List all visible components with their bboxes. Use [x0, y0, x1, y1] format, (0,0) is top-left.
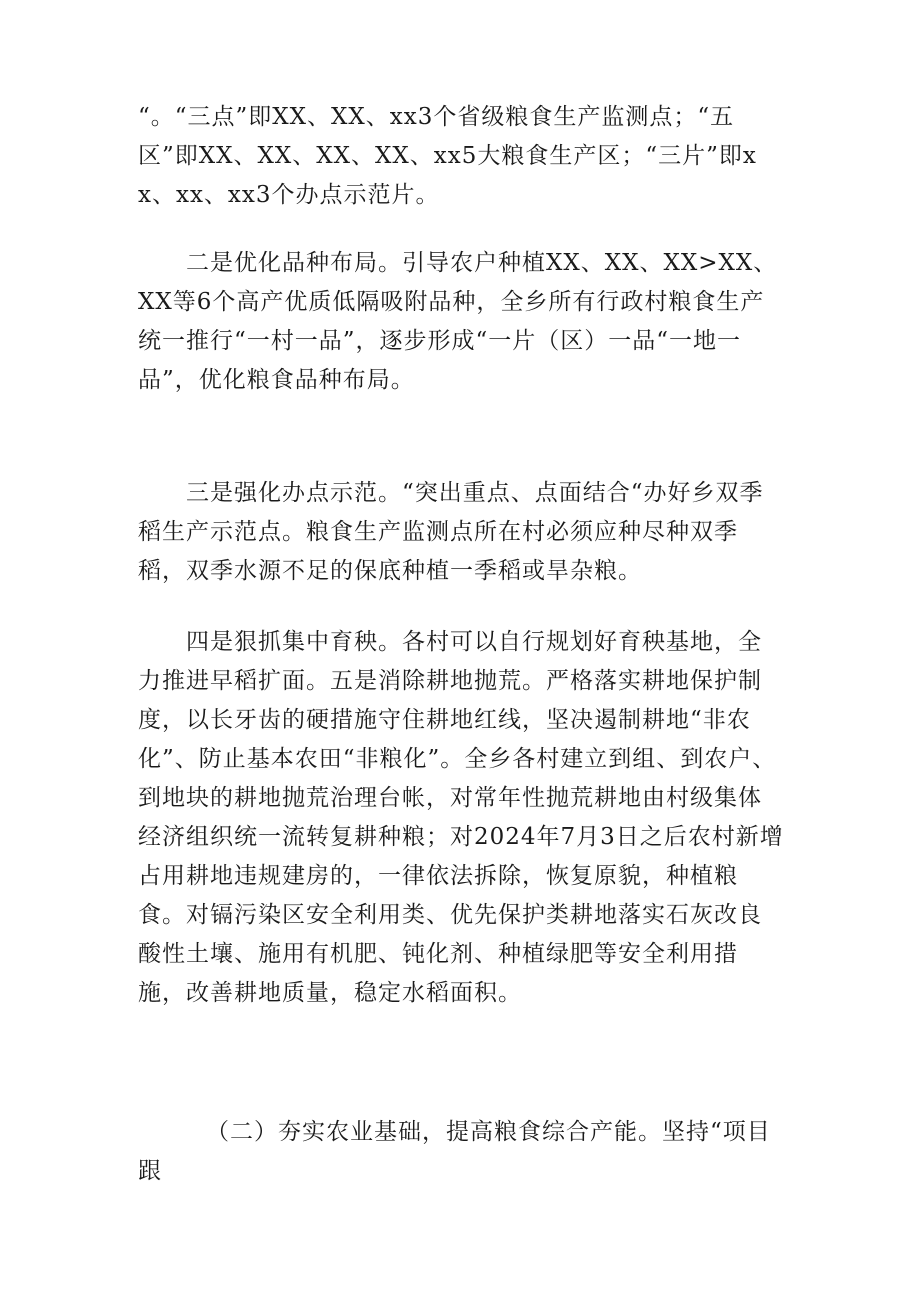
paragraph-section-heading: （二）夯实农业基础，提高粮食综合产能。坚持“项目跟	[138, 1119, 771, 1184]
paragraph-continuation: “。“三点”即XX、XX、xx3个省级粮食生产监测点；“五区”即XX、XX、XX、XX、xx5大粮食生产区；“三片”即xx、xx、xx3个办点示范片。	[138, 104, 757, 208]
paragraph-demonstration: 三是强化办点示范。“突出重点、点面结合“办好乡双季稻生产示范点。粮食生产监测点所在村必须应种尽种双季稻，双季水源不足的保底种植一季稻或旱杂粮。	[138, 480, 764, 584]
paragraph-seedling-and-farmland: 四是狠抓集中育秧。各村可以自行规划好育秧基地，全力推进早稻扩面。五是消除耕地抛荒。严格落实耕地保护制度，以长牙齿的硬措施守住耕地红线，坚决遏制耕地“非农化”、防止基本农田“非粮化”。全乡各村建立到组、到农户、到地块的耕地抛荒治理台帐，对常年性抛荒耕地由村级集体经济组织统一流转复耕种粮；对2024年7月3日之后农村新增占用耕地违规建房的，一律依法拆除，恢复原貌，种植粮食。对镉污染区安全利用类、优先保护类耕地落实石灰改良酸性土壤、施用有机肥、钝化剂、种植绿肥等安全利用措施，改善耕地质量，稳定水稻面积。	[138, 629, 784, 1006]
paragraph-variety-layout: 二是优化品种布局。引导农户种植XX、XX、XX>XX、XX等6个高产优质低隔吸附品种，全乡所有行政村粮食生产统一推行“一村一品”，逐步形成“一片（区）一品“一地一品”，优化粮食品种布局。	[138, 250, 778, 393]
